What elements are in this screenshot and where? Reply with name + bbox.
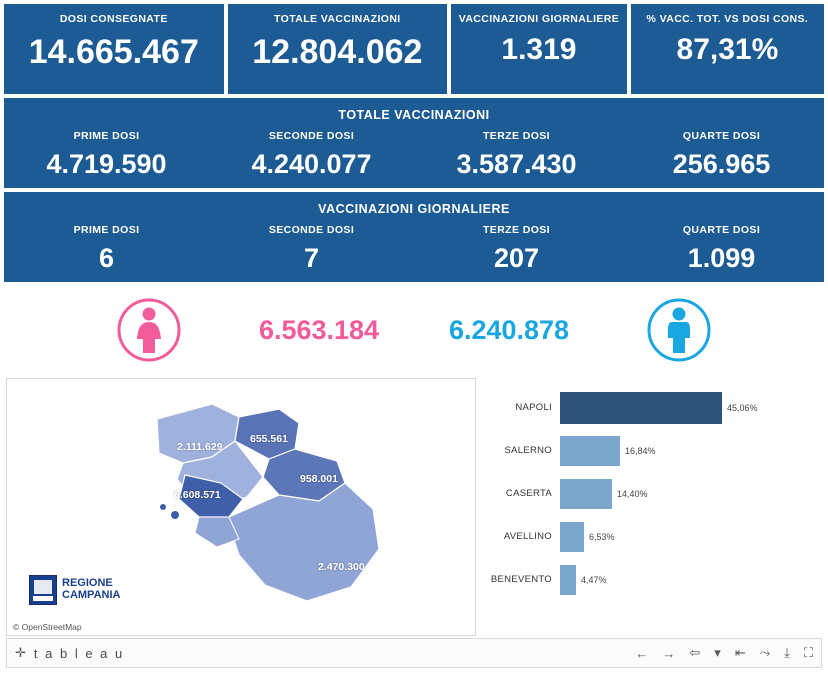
column-quarte-dosi [619, 224, 824, 272]
column-value: 7 [303, 243, 320, 273]
bar-label: AVELLINO [503, 531, 552, 542]
column-label: TERZE DOSI [482, 130, 550, 142]
column-terze-dosi [414, 130, 619, 178]
panel-columns [4, 224, 824, 272]
bar-track [560, 436, 818, 466]
female-figure-icon [74, 297, 224, 363]
kpi-value: 1.319 [501, 33, 577, 66]
campania-choropleth-map[interactable] [6, 378, 476, 636]
column-value: 207 [493, 243, 540, 273]
bar-label: CASERTA [505, 488, 552, 499]
female-vaccinations-value: 6.563.184 [258, 314, 380, 345]
map-label-caserta: 2.111.629 [177, 441, 223, 453]
back-arrow-icon[interactable]: ← [635, 645, 649, 661]
column-label: PRIME DOSI [73, 130, 140, 142]
kpi-card-vaccinazioni-giornaliere [451, 4, 627, 94]
column-prime-dosi [4, 224, 209, 272]
regione-campania-crest-icon [29, 575, 57, 605]
kpi-card-totale-vaccinazioni [228, 4, 448, 94]
column-seconde-dosi [209, 224, 414, 272]
bar-row[interactable] [480, 515, 818, 558]
bar-fill[interactable] [560, 479, 612, 509]
kpi-row [0, 0, 828, 94]
logo-line-2: CAMPANIA [62, 589, 121, 601]
regione-campania-logo [29, 575, 120, 605]
map-label-napoli: 6.608.571 [174, 489, 221, 501]
bar-label: NAPOLI [515, 402, 552, 413]
map-attribution: © OpenStreetMap [13, 622, 82, 632]
map-label-avellino: 958.001 [300, 473, 338, 485]
column-value: 4.240.077 [251, 149, 372, 179]
kpi-card-dosi-consegnate [4, 4, 224, 94]
revert-icon[interactable]: ⇦ [689, 645, 701, 660]
panel-title: TOTALE VACCINAZIONI [338, 108, 490, 122]
share-icon[interactable]: ⤳ [759, 645, 771, 660]
column-value: 6 [98, 243, 115, 273]
kpi-value: 12.804.062 [252, 33, 423, 71]
map-label-benevento: 655.561 [250, 433, 288, 445]
bar-track [560, 392, 818, 424]
bar-fill[interactable] [560, 392, 722, 424]
gender-breakdown-row [0, 288, 828, 372]
kpi-value: 87,31% [676, 33, 779, 66]
bar-value-label: 45,06% [727, 402, 758, 413]
logo-line-1: REGIONE [62, 577, 113, 590]
column-label: QUARTE DOSI [682, 130, 761, 142]
column-quarte-dosi [619, 130, 824, 178]
download-icon[interactable]: ⤓ [784, 645, 790, 660]
column-value: 3.587.430 [456, 149, 577, 179]
bar-track [560, 565, 818, 595]
column-label: PRIME DOSI [73, 224, 140, 236]
column-terze-dosi [414, 224, 619, 272]
forward-arrow-icon[interactable]: → [662, 645, 676, 661]
bar-fill[interactable] [560, 436, 620, 466]
bar-label: SALERNO [504, 445, 552, 456]
panel-columns [4, 130, 824, 178]
bar-row[interactable] [480, 472, 818, 515]
panel-totale-vaccinazioni [4, 98, 824, 188]
bar-label: BENEVENTO [490, 574, 552, 585]
bar-row[interactable] [480, 558, 818, 601]
column-value: 256.965 [672, 149, 771, 179]
bar-track [560, 479, 818, 509]
kpi-label: VACCINAZIONI GIORNALIERE [458, 13, 620, 25]
bar-value-label: 6,53% [589, 531, 615, 542]
fullscreen-icon[interactable]: ⛶ [803, 645, 813, 660]
kpi-label: DOSI CONSEGNATE [59, 13, 168, 25]
bar-value-label: 4,47% [581, 574, 607, 585]
panel-vaccinazioni-giornaliere [4, 192, 824, 282]
male-figure-icon [604, 297, 754, 363]
bar-track [560, 522, 818, 552]
column-value: 4.719.590 [46, 149, 167, 179]
tableau-logo-icon: ✛ [15, 645, 28, 660]
chevron-down-icon[interactable]: ▾ [714, 645, 721, 660]
column-label: QUARTE DOSI [682, 224, 761, 236]
bar-fill[interactable] [560, 565, 576, 595]
column-label: SECONDE DOSI [268, 130, 355, 142]
column-label: SECONDE DOSI [268, 224, 355, 236]
tableau-toolbar [6, 638, 822, 668]
map-label-salerno: 2.470.300 [318, 561, 365, 573]
tableau-brand-label: t a b l e a u [33, 645, 125, 661]
panel-title: VACCINAZIONI GIORNALIERE [318, 202, 510, 216]
kpi-label: % VACC. TOT. VS DOSI CONS. [646, 13, 809, 25]
kpi-value: 14.665.467 [28, 33, 199, 71]
tableau-brand[interactable] [15, 645, 124, 661]
male-vaccinations-value: 6.240.878 [448, 314, 570, 345]
bar-value-label: 16,84% [625, 445, 656, 456]
column-prime-dosi [4, 130, 209, 178]
bar-value-label: 14,40% [617, 488, 648, 499]
bar-row[interactable] [480, 386, 818, 429]
column-seconde-dosi [209, 130, 414, 178]
kpi-card-percentuale [631, 4, 824, 94]
bar-fill[interactable] [560, 522, 584, 552]
refresh-icon[interactable]: ⇤ [734, 645, 746, 660]
toolbar-icons [635, 645, 813, 661]
kpi-label: TOTALE VACCINAZIONI [274, 13, 401, 25]
column-value: 1.099 [687, 243, 756, 273]
province-percentage-bar-chart [476, 378, 822, 636]
bar-row[interactable] [480, 429, 818, 472]
bottom-section [6, 378, 822, 636]
column-label: TERZE DOSI [482, 224, 550, 236]
